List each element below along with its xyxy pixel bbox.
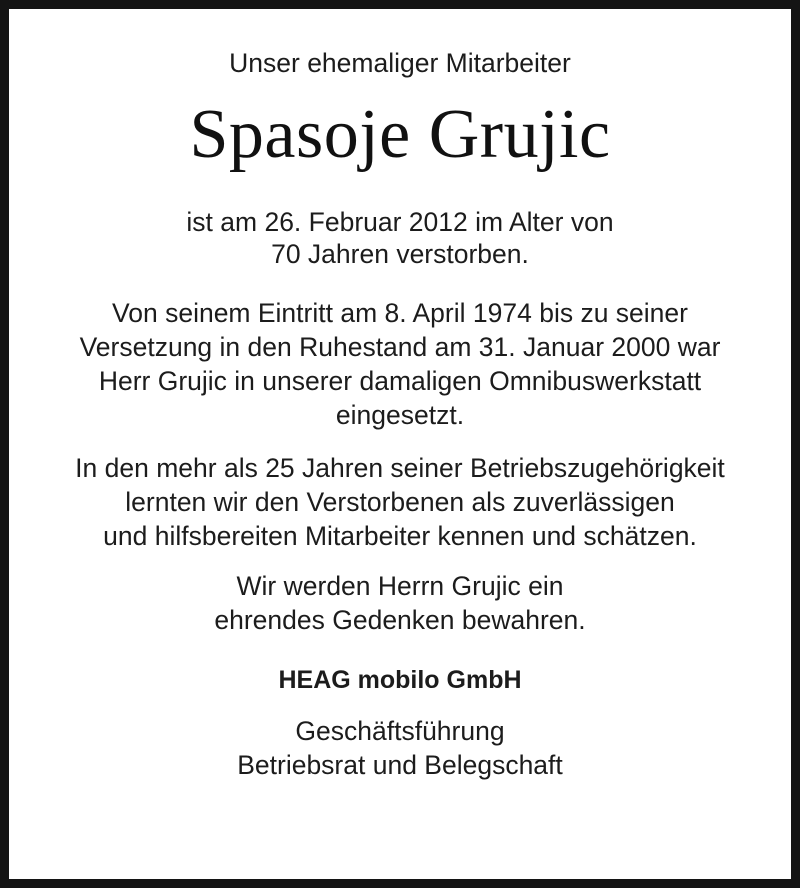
death-line-2: 70 Jahren verstorben. xyxy=(271,239,529,269)
death-line-1: ist am 26. Februar 2012 im Alter von xyxy=(186,207,614,237)
signatory-line-2: Betriebsrat und Belegschaft xyxy=(237,750,563,780)
intro-text: Unser ehemaliger Mitarbeiter xyxy=(229,48,571,78)
tribute-line-1: In den mehr als 25 Jahren seiner Betriebszugehörigkeit xyxy=(75,453,725,483)
signatory-line-1: Geschäftsführung xyxy=(295,716,505,746)
tribute-line-2: lernten wir den Verstorbenen als zuverlässigen xyxy=(125,487,675,517)
memory-line-2: ehrendes Gedenken bewahren. xyxy=(214,605,586,635)
memory-line-1: Wir werden Herrn Grujic ein xyxy=(236,571,564,601)
company-name: HEAG mobilo GmbH xyxy=(278,666,522,694)
employment-line-3: Herr Grujic in unserer damaligen Omnibuswerkstatt xyxy=(98,366,702,396)
tribute-line-3: und hilfsbereiten Mitarbeiter kennen und schätzen. xyxy=(103,521,697,551)
deceased-name: Spasoje Grujic xyxy=(189,96,611,173)
employment-line-2: Versetzung in den Ruhestand am 31. Januar 2000 war xyxy=(79,332,721,362)
employment-line-1: Von seinem Eintritt am 8. April 1974 bis zu seiner xyxy=(112,298,688,328)
employment-line-4: eingesetzt. xyxy=(335,400,465,430)
